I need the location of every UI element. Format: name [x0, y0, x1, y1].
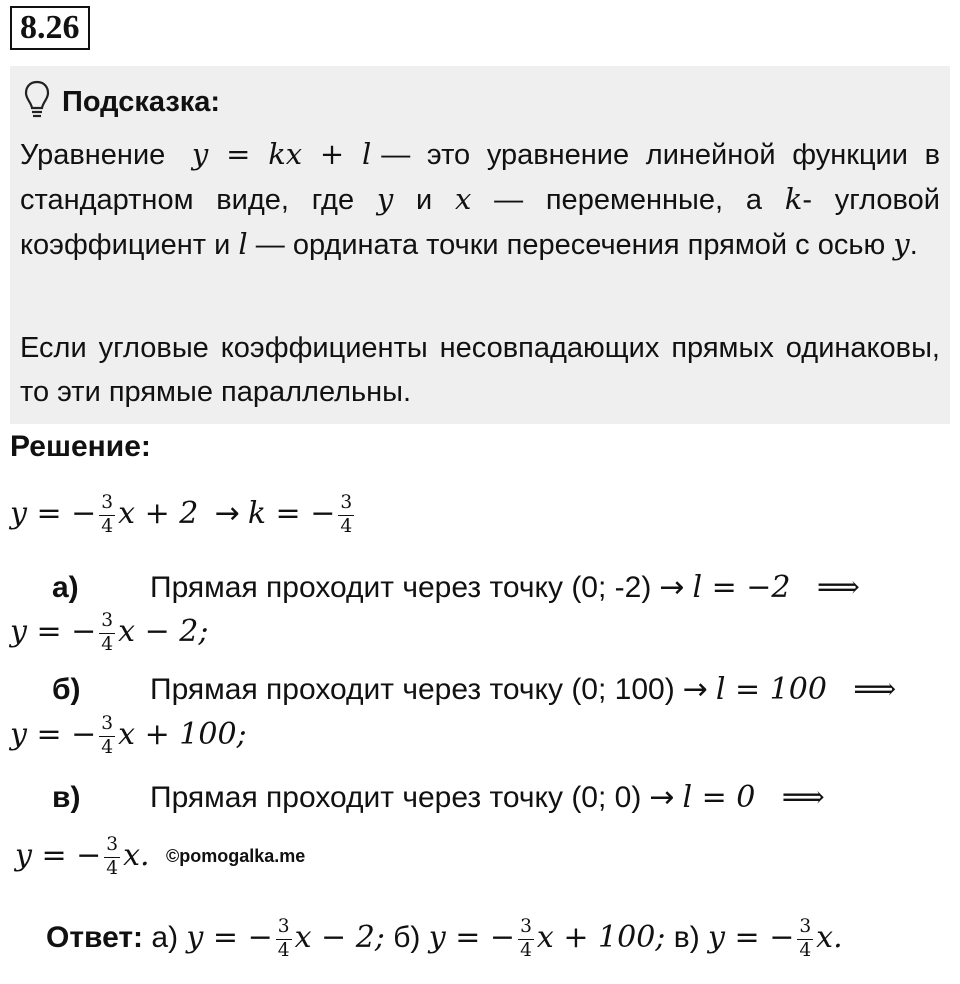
item-eq: l = 0 — [682, 780, 756, 815]
var-x: x — [454, 182, 472, 216]
linear-equation: y = kx + l — [191, 137, 372, 171]
var-l: l — [238, 227, 248, 261]
implies-icon: ⟹ — [853, 672, 897, 707]
task-number: 8.26 — [10, 6, 90, 50]
item-label: а) — [52, 571, 79, 604]
eq-lhs: y = − — [186, 920, 273, 956]
numerator: 3 — [99, 715, 115, 737]
eq-lhs: y = − — [10, 717, 97, 753]
answer-item-label: а) — [151, 921, 179, 955]
item-b — [52, 672, 896, 707]
hint-box — [10, 66, 950, 424]
hint-title: Подсказка: — [62, 86, 221, 118]
fraction — [99, 494, 115, 536]
eq-k: k = − — [247, 496, 336, 532]
numerator: 3 — [104, 836, 120, 858]
result-b — [10, 715, 247, 757]
item-text: Прямая проходит через точку (0; 100) — [150, 673, 675, 706]
implies-icon: ⟹ — [781, 780, 825, 815]
numerator: 3 — [99, 612, 115, 634]
item-label: б) — [52, 673, 81, 706]
item-label: в) — [52, 781, 81, 814]
arrow-icon: → — [649, 780, 675, 815]
main-equation — [10, 494, 357, 536]
eq-rest: x. — [123, 838, 150, 874]
item-c — [52, 780, 825, 815]
denominator: 4 — [101, 736, 114, 758]
denominator: 4 — [340, 515, 353, 537]
answer-label: Ответ: — [46, 921, 144, 955]
arrow-icon: → — [659, 570, 685, 605]
eq-rest: x − 2; — [118, 614, 209, 650]
hint-text: — это уравнение линейной функции в стандартном виде, где — [20, 139, 940, 216]
fraction — [99, 715, 115, 757]
hint-paragraph-1 — [20, 132, 940, 267]
numerator: 3 — [99, 494, 115, 516]
numerator: 3 — [797, 918, 813, 940]
eq-rest: x + 100; — [536, 920, 666, 956]
fraction — [797, 918, 813, 960]
lightbulb-icon — [24, 80, 50, 125]
denominator: 4 — [101, 633, 114, 655]
denominator: 4 — [520, 939, 532, 961]
denominator: 4 — [101, 515, 114, 537]
denominator: 4 — [799, 939, 812, 961]
numerator: 3 — [518, 918, 534, 940]
watermark: ©pomogalka.me — [166, 846, 306, 866]
var-y: y — [893, 227, 910, 261]
eq-rest: x − 2; — [294, 920, 385, 956]
item-eq: l = −2 — [692, 570, 791, 605]
answer-item-label: в) — [673, 921, 700, 955]
hint-paragraph-2: Если угловые коэффициенты несовпадающих прямых одинаковы, то эти прямые параллельны. — [20, 332, 940, 408]
item-text: Прямая проходит через точку (0; -2) — [150, 571, 652, 604]
numerator: 3 — [276, 918, 292, 940]
answer-line — [46, 918, 843, 960]
fraction — [276, 918, 292, 960]
fraction — [518, 918, 534, 960]
hint-text: . — [909, 229, 918, 261]
item-text: Прямая проходит через точку (0; 0) — [150, 781, 642, 814]
arrow-icon: → — [214, 496, 240, 532]
result-a — [10, 612, 208, 654]
eq-rest: x + 2 — [118, 496, 199, 532]
eq-lhs: y = − — [10, 614, 97, 650]
eq-lhs: y = − — [10, 496, 97, 532]
hint-text: — ордината точки пересечения прямой с осью — [255, 229, 886, 261]
hint-header — [24, 80, 220, 125]
fraction — [99, 612, 115, 654]
var-k: k — [784, 182, 803, 216]
eq-lhs: y = − — [708, 920, 795, 956]
item-a — [52, 570, 860, 605]
hint-text: Уравнение — [20, 139, 166, 171]
var-y: y — [376, 182, 394, 216]
solution-title: Решение: — [10, 430, 151, 463]
fraction — [338, 494, 354, 536]
eq-lhs: y = − — [15, 838, 102, 874]
denominator: 4 — [106, 857, 119, 879]
eq-rest: x. — [816, 920, 843, 956]
item-eq: l = 100 — [715, 672, 827, 707]
fraction — [104, 836, 120, 878]
implies-icon: ⟹ — [816, 570, 860, 605]
eq-lhs: y = − — [428, 920, 516, 956]
result-c — [15, 836, 150, 878]
eq-rest: x + 100; — [118, 717, 247, 753]
numerator: 3 — [338, 494, 354, 516]
arrow-icon: → — [682, 672, 708, 707]
hint-text: и — [416, 184, 433, 216]
answer-item-label: б) — [393, 921, 421, 955]
hint-text: - угловой коэффициент и — [20, 184, 940, 261]
denominator: 4 — [277, 939, 290, 961]
hint-text: — переменные, а — [494, 184, 762, 216]
